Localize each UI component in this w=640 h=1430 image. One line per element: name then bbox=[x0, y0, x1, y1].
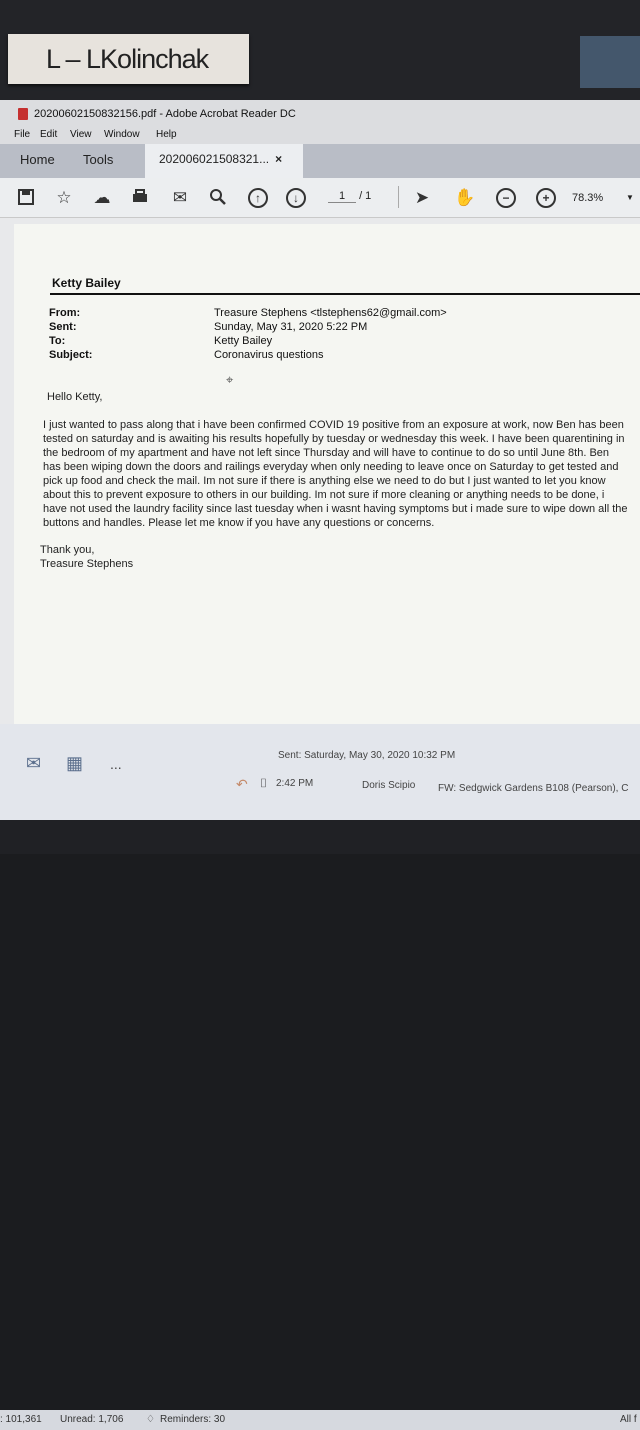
menu-view[interactable]: View bbox=[70, 129, 92, 140]
hand-icon[interactable]: ✋ bbox=[454, 188, 476, 207]
subject-label: Subject: bbox=[49, 349, 93, 361]
to-label: To: bbox=[49, 335, 66, 347]
outlook-status-bar bbox=[0, 1410, 640, 1430]
mail-icon[interactable]: ✉ bbox=[26, 753, 42, 773]
pdf-page bbox=[14, 224, 640, 724]
zoom-dropdown-icon[interactable]: ▼ bbox=[626, 193, 634, 202]
toolbar-separator bbox=[398, 186, 399, 208]
monitor-bezel-bottom bbox=[0, 820, 640, 854]
page-indicator bbox=[328, 190, 371, 203]
acrobat-window bbox=[0, 100, 640, 1425]
zoom-out-icon[interactable]: − bbox=[496, 188, 516, 208]
to-value: Ketty Bailey bbox=[214, 335, 273, 347]
email-signature: Treasure Stephens bbox=[40, 558, 134, 570]
window-title: 20200602150832156.pdf - Adobe Acrobat Reader DC bbox=[34, 108, 296, 120]
header-divider bbox=[50, 293, 640, 295]
forward-arrow-icon: ↶ bbox=[236, 776, 248, 792]
reminders-count[interactable]: Reminders: 30 bbox=[160, 1414, 226, 1425]
from-label: From: bbox=[49, 307, 81, 319]
print-icon[interactable] bbox=[130, 188, 150, 208]
email-body-line: has been wiping down the doors and railings everyday when only needing to leave once on Saturday to get tested and bbox=[43, 461, 619, 473]
email-body-line: buttons and handles. Please let me know if you have any questions or concerns. bbox=[43, 517, 435, 529]
page-up-icon[interactable]: ↑ bbox=[248, 188, 268, 208]
email-greeting: Hello Ketty, bbox=[47, 391, 103, 403]
close-tab-icon[interactable]: × bbox=[275, 152, 283, 166]
title-bar bbox=[0, 100, 640, 128]
menu-bar bbox=[0, 128, 640, 144]
message-subject[interactable]: FW: Sedgwick Gardens B108 (Pearson), C bbox=[438, 783, 629, 794]
email-body-line: I just wanted to pass along that i have been confirmed COVID 19 positive from an exposure at work, now Ben has been bbox=[43, 419, 624, 431]
message-time: 2:42 PM bbox=[276, 778, 314, 789]
email-body-line: about this to prevent exposure to others in our building. Im not sure if more cleaning or anything needs to be done, i bbox=[43, 489, 605, 501]
menu-file[interactable]: File bbox=[14, 129, 31, 140]
email-closing: Thank you, bbox=[40, 544, 95, 556]
sent-value: Sunday, May 31, 2020 5:22 PM bbox=[214, 321, 368, 333]
more-nav-icon[interactable]: ... bbox=[110, 756, 122, 772]
zoom-level[interactable]: 78.3% bbox=[572, 192, 604, 204]
bell-icon: ♢ bbox=[146, 1414, 155, 1425]
crosshair-cursor-icon: ⌖ bbox=[226, 372, 234, 387]
page-down-icon[interactable]: ↓ bbox=[286, 188, 306, 208]
menu-edit[interactable]: Edit bbox=[40, 129, 58, 140]
attachment-icon: ⌷ bbox=[260, 776, 268, 790]
pdf-app-icon bbox=[18, 108, 28, 120]
all-folders-status: All f bbox=[620, 1414, 637, 1425]
tab-bar bbox=[0, 144, 640, 178]
page-total: / 1 bbox=[359, 190, 372, 202]
menu-help[interactable]: Help bbox=[156, 129, 177, 140]
sent-label: Sent: bbox=[49, 321, 77, 333]
calendar-icon[interactable]: ▦ bbox=[66, 753, 84, 773]
outlook-sent-line: Sent: Saturday, May 30, 2020 10:32 PM bbox=[278, 750, 456, 761]
sticky-note-label: L – LKolinchak bbox=[8, 34, 249, 84]
search-icon[interactable] bbox=[208, 188, 228, 208]
subject-value: Coronavirus questions bbox=[214, 349, 324, 361]
envelope-icon[interactable]: ✉ bbox=[172, 188, 188, 207]
toolbar bbox=[0, 178, 640, 218]
from-value: Treasure Stephens <tlstephens62@gmail.com> bbox=[214, 307, 447, 319]
email-body-line: have not used the laundry facility since last tuesday when i wasnt having symptoms but i made sure to wipe down all the bbox=[43, 503, 628, 515]
page-number-input[interactable]: 1 bbox=[328, 190, 356, 203]
tab-tools[interactable]: Tools bbox=[83, 152, 114, 167]
email-body-line: pick up food and check the mail. Im not sure if there is anything else we need to do but I just wanted to let you know bbox=[43, 475, 606, 487]
save-icon[interactable] bbox=[16, 188, 36, 208]
select-arrow-icon[interactable]: ➤ bbox=[414, 188, 430, 207]
cloud-upload-icon[interactable]: ☁ bbox=[93, 188, 111, 207]
tab-home[interactable]: Home bbox=[20, 152, 55, 167]
message-sender[interactable]: Doris Scipio bbox=[362, 780, 416, 791]
unread-count: Unread: 1,706 bbox=[60, 1414, 124, 1425]
tab-document-label: 202006021508321... bbox=[159, 152, 270, 166]
tab-document[interactable] bbox=[145, 144, 303, 178]
star-icon[interactable]: ☆ bbox=[56, 188, 72, 207]
zoom-in-icon[interactable]: + bbox=[536, 188, 556, 208]
menu-window[interactable]: Window bbox=[104, 129, 140, 140]
items-count: : 101,361 bbox=[0, 1414, 42, 1425]
email-body-line: tested on saturday and is awaiting his results hopefully by tuesday or wednesday this week. I have been quarentining in bbox=[43, 433, 625, 445]
email-header-name: Ketty Bailey bbox=[52, 276, 121, 290]
email-body-line: the bedroom of my apartment and have not left since Thursday and will have to continue to do so until June 8th. Ben bbox=[43, 447, 610, 459]
outlook-window-bottom bbox=[0, 724, 640, 1425]
background-window-corner bbox=[580, 36, 640, 88]
